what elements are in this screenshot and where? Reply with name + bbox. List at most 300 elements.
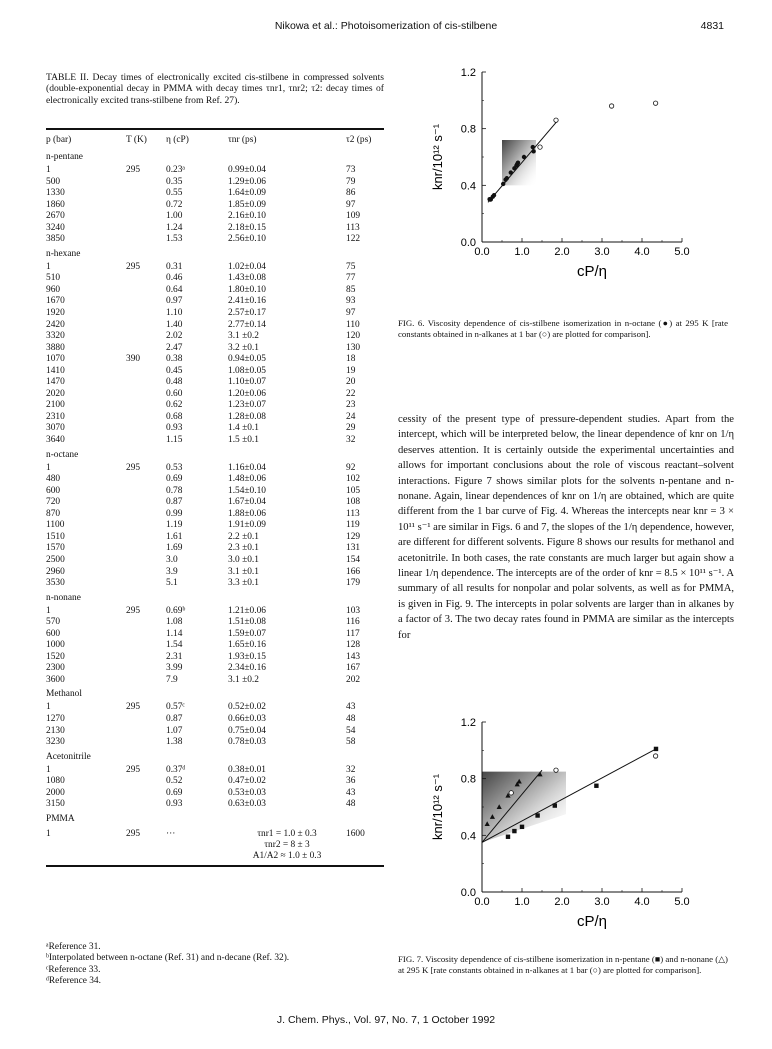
table-cell: 2420 xyxy=(46,319,65,330)
table-cell: 1860 xyxy=(46,199,65,210)
data-point xyxy=(554,768,558,772)
table-cell: 24 xyxy=(346,411,356,422)
data-point xyxy=(509,170,513,174)
table-cell: 295 xyxy=(126,165,141,175)
table-row xyxy=(46,343,384,355)
table-cell: 119 xyxy=(346,520,360,531)
table-cell: 3.1 ±0.2 xyxy=(228,674,259,685)
table-cell: 0.66±0.03 xyxy=(228,713,266,724)
table-cell: 18 xyxy=(346,354,356,365)
table-cell: 1.00 xyxy=(166,211,183,222)
x-tick-label: 4.0 xyxy=(634,896,650,908)
table-cell xyxy=(126,308,166,320)
data-point xyxy=(501,182,505,186)
table-cell: 120 xyxy=(346,331,361,342)
table-row xyxy=(46,474,384,486)
data-point xyxy=(509,791,513,795)
table-cell xyxy=(126,211,166,223)
table-cell: 2.02 xyxy=(166,331,183,342)
table-cell: 3.1 ±0.2 xyxy=(228,331,259,342)
table-cell: 1.16±0.04 xyxy=(228,462,266,473)
table-cell: 2.47 xyxy=(166,342,183,353)
table-cell xyxy=(126,532,166,544)
table-cell: 3.99 xyxy=(166,663,183,674)
table-cell: 600 xyxy=(46,485,61,496)
solvent-group-row xyxy=(46,149,384,165)
table-row xyxy=(46,273,384,285)
table-cell: 295 xyxy=(126,828,141,839)
table-cell: 131 xyxy=(346,543,361,554)
table-cell: 0.47±0.02 xyxy=(228,776,266,787)
table-header-row xyxy=(46,132,384,149)
table-cell: 3.0 ±0.1 xyxy=(228,554,259,565)
table-row xyxy=(46,400,384,412)
table-cell: 0.60 xyxy=(166,388,183,399)
table-cell xyxy=(126,675,166,687)
table-cell: 128 xyxy=(346,640,361,651)
table-row xyxy=(46,617,384,629)
table-cell: 2300 xyxy=(46,663,65,674)
table-cell xyxy=(126,188,166,200)
table-cell: 2100 xyxy=(46,400,65,411)
table-row xyxy=(46,663,384,675)
table-cell: 2130 xyxy=(46,725,65,736)
table-cell: 0.93 xyxy=(166,799,183,810)
table-row xyxy=(46,296,384,308)
table-cell: 54 xyxy=(346,725,356,736)
table-cell: 0.68 xyxy=(166,411,183,422)
table-cell: 3240 xyxy=(46,222,65,233)
table-row xyxy=(46,555,384,567)
table-cell: 2.16±0.10 xyxy=(228,211,266,222)
y-tick-label: 0.4 xyxy=(460,830,476,843)
table-cell xyxy=(126,320,166,332)
table-cell: 3320 xyxy=(46,331,65,342)
table-cell: 29 xyxy=(346,423,356,434)
table-cell: 36 xyxy=(346,776,356,787)
x-tick-label: 0.0 xyxy=(474,896,490,908)
table-cell: 295 xyxy=(126,764,141,775)
table-cell xyxy=(126,555,166,567)
solvent-group-row xyxy=(46,447,384,463)
table-cell: 1.10±0.07 xyxy=(228,377,266,388)
table-cell: 0.87 xyxy=(166,713,183,724)
table-cell: 1 xyxy=(46,764,51,775)
table-cell: 23 xyxy=(346,400,356,411)
table-cell: 32 xyxy=(346,435,356,446)
x-tick-label: 2.0 xyxy=(554,896,570,908)
table-cell: 1.21±0.06 xyxy=(228,605,266,616)
data-point xyxy=(653,754,657,758)
table-cell: 1.08±0.05 xyxy=(228,365,266,376)
solvent-group-row xyxy=(46,811,384,827)
table-cell: 1570 xyxy=(46,543,65,554)
table-cell: 2.41±0.16 xyxy=(228,296,266,307)
table-cell: 1.93±0.15 xyxy=(228,651,266,662)
col-header: τ2 (ps) xyxy=(346,135,372,145)
table-row xyxy=(46,262,384,274)
table-cell: 154 xyxy=(346,554,361,565)
table-cell: 113 xyxy=(346,508,360,519)
table-cell: 1.80±0.10 xyxy=(228,284,266,295)
table-cell xyxy=(126,331,166,343)
data-point xyxy=(654,747,658,751)
solvent-name: n-pentane xyxy=(46,152,83,162)
table-cell: 43 xyxy=(346,702,356,713)
table-row xyxy=(46,675,384,687)
y-tick-label: 0.8 xyxy=(460,123,476,136)
table-cell xyxy=(126,486,166,498)
table-cell: 105 xyxy=(346,485,361,496)
table-cell xyxy=(126,520,166,532)
table-row xyxy=(46,652,384,664)
table-cell: 2000 xyxy=(46,787,65,798)
table-row xyxy=(46,165,384,177)
col-header: T (K) xyxy=(126,135,147,145)
table-cell: 0.57ᶜ xyxy=(166,702,185,713)
table-row xyxy=(46,200,384,212)
table-cell: 295 xyxy=(126,261,141,272)
table-row xyxy=(46,354,384,366)
table-cell: 1.14 xyxy=(166,628,183,639)
table-cell: 1600 xyxy=(346,828,365,839)
table-cell: 110 xyxy=(346,319,360,330)
table-cell: 0.48 xyxy=(166,377,183,388)
table-cell: 3.2 ±0.1 xyxy=(228,342,259,353)
fit-line xyxy=(488,120,558,202)
table-cell: 75 xyxy=(346,261,356,272)
table-cell: 1.02±0.04 xyxy=(228,261,266,272)
table-row xyxy=(46,412,384,424)
table-row xyxy=(46,497,384,509)
table-cell: 1270 xyxy=(46,713,65,724)
pmma-tau-line: τnr2 = 8 ± 3 xyxy=(264,839,310,850)
table-cell: 1.28±0.08 xyxy=(228,411,266,422)
table-row xyxy=(46,285,384,297)
table-cell: 960 xyxy=(46,284,61,295)
table-cell: 3.1 ±0.1 xyxy=(228,566,259,577)
table-cell: 1.29±0.06 xyxy=(228,176,266,187)
table-cell: 1.64±0.09 xyxy=(228,188,266,199)
table-cell: 1.91±0.09 xyxy=(228,520,266,531)
table-cell: 1.59±0.07 xyxy=(228,628,266,639)
table-cell: 1.23±0.07 xyxy=(228,400,266,411)
table-cell: 1.15 xyxy=(166,435,183,446)
table-cell: 0.35 xyxy=(166,176,183,187)
table-cell: 2.77±0.14 xyxy=(228,319,266,330)
table-row xyxy=(46,308,384,320)
table-cell: 0.45 xyxy=(166,365,183,376)
table-row xyxy=(46,765,384,777)
table-cell: 3150 xyxy=(46,799,65,810)
table-cell: 1.48±0.06 xyxy=(228,474,266,485)
table-row xyxy=(46,423,384,435)
table-cell: 2.34±0.16 xyxy=(228,663,266,674)
x-tick-label: 3.0 xyxy=(594,246,610,258)
table-cell: 97 xyxy=(346,199,356,210)
table-cell: 295 xyxy=(126,702,141,713)
table-cell xyxy=(126,200,166,212)
table-cell xyxy=(126,234,166,246)
solvent-name: Methanol xyxy=(46,689,82,700)
table-cell: 43 xyxy=(346,787,356,798)
table-cell: 58 xyxy=(346,737,356,748)
solvent-group-row xyxy=(46,246,384,262)
table-cell: 2020 xyxy=(46,388,65,399)
table-row xyxy=(46,435,384,447)
table-cell: 1.54±0.10 xyxy=(228,485,266,496)
data-point xyxy=(535,813,539,817)
table-cell: 1520 xyxy=(46,651,65,662)
table-row xyxy=(46,211,384,223)
table-cell: 1.24 xyxy=(166,222,183,233)
table-row xyxy=(46,486,384,498)
table-cell: 0.55 xyxy=(166,188,183,199)
table-cell: 500 xyxy=(46,176,61,187)
table-cell: 1.20±0.06 xyxy=(228,388,266,399)
table-footnotes xyxy=(46,942,376,987)
table-cell: 570 xyxy=(46,617,61,628)
data-point xyxy=(520,825,524,829)
table-cell xyxy=(126,543,166,555)
table-row xyxy=(46,366,384,378)
table-cell: 0.63±0.03 xyxy=(228,799,266,810)
table-cell: 117 xyxy=(346,628,360,639)
table-cell: 1000 xyxy=(46,640,65,651)
y-tick-label: 0.0 xyxy=(460,887,476,899)
table-row xyxy=(46,463,384,475)
table-cell: 32 xyxy=(346,764,356,775)
solvent-name: n-hexane xyxy=(46,248,81,259)
table-cell: 2.3 ±0.1 xyxy=(228,543,259,554)
table-cell: 1 xyxy=(46,828,51,839)
table-cell: 79 xyxy=(346,176,356,187)
table-cell: 1.08 xyxy=(166,617,183,628)
col-header: τnr (ps) xyxy=(228,135,257,145)
table-row xyxy=(46,520,384,532)
table-cell: 1330 xyxy=(46,188,65,199)
table-cell: 0.38±0.01 xyxy=(228,764,266,775)
table-cell xyxy=(126,412,166,424)
table-cell: 0.72 xyxy=(166,199,183,210)
table-cell: 0.23ᵃ xyxy=(166,165,185,175)
table-cell: 5.1 xyxy=(166,578,178,589)
y-tick-label: 0.8 xyxy=(460,773,476,786)
table-cell: 2310 xyxy=(46,411,65,422)
table-cell: 108 xyxy=(346,497,361,508)
table-cell: 86 xyxy=(346,188,356,199)
table-2 xyxy=(46,128,384,869)
table-cell: 1.65±0.16 xyxy=(228,640,266,651)
table-cell: 1.88±0.06 xyxy=(228,508,266,519)
table-cell: 2.57±0.17 xyxy=(228,308,266,319)
table-cell: 2500 xyxy=(46,554,65,565)
table-cell: 0.31 xyxy=(166,261,183,272)
data-point xyxy=(554,118,558,122)
data-point xyxy=(594,784,598,788)
table-cell: 0.38 xyxy=(166,354,183,365)
solvent-name: n-nonane xyxy=(46,592,81,603)
table-cell xyxy=(126,737,166,749)
x-tick-label: 1.0 xyxy=(514,246,530,258)
footnote: ᵈReference 34. xyxy=(46,975,101,986)
table-cell xyxy=(126,177,166,189)
table-cell: 1 xyxy=(46,702,51,713)
y-axis-label: knr/10¹² s⁻¹ xyxy=(430,773,445,841)
table-cell: 1.07 xyxy=(166,725,183,736)
table-cell: 3.3 ±0.1 xyxy=(228,578,259,589)
table-cell: 0.97 xyxy=(166,296,183,307)
data-point xyxy=(505,176,509,180)
table-cell xyxy=(126,273,166,285)
table-cell: 143 xyxy=(346,651,361,662)
figure-6-plot xyxy=(410,62,710,292)
table-cell xyxy=(126,343,166,355)
data-point xyxy=(531,145,535,149)
table-cell: 3600 xyxy=(46,674,65,685)
table-cell: 0.64 xyxy=(166,284,183,295)
solvent-group-row xyxy=(46,590,384,606)
col-header: p (bar) xyxy=(46,135,72,145)
table-cell: 295 xyxy=(126,462,141,473)
table-cell: 2.18±0.15 xyxy=(228,222,266,233)
table-cell: 3530 xyxy=(46,578,65,589)
table-cell: 85 xyxy=(346,284,356,295)
table-cell xyxy=(126,285,166,297)
table-cell: 1.43±0.08 xyxy=(228,273,266,284)
table-cell: 720 xyxy=(46,497,61,508)
table-cell: 3880 xyxy=(46,342,65,353)
table-cell: 870 xyxy=(46,508,61,519)
table-cell xyxy=(126,617,166,629)
table-cell: 0.69 xyxy=(166,474,183,485)
page-footer: J. Chem. Phys., Vol. 97, No. 7, 1 October 1992 xyxy=(276,1014,496,1026)
table-cell: 97 xyxy=(346,308,356,319)
table-row xyxy=(46,799,384,811)
table-cell: 2.31 xyxy=(166,651,183,662)
data-point xyxy=(531,149,535,153)
table-row xyxy=(46,776,384,788)
table-row xyxy=(46,726,384,738)
table-row xyxy=(46,389,384,401)
table-cell: ··· xyxy=(166,828,176,839)
table-row xyxy=(46,331,384,343)
table-cell xyxy=(126,567,166,579)
table-cell: 0.69ᵇ xyxy=(166,605,186,616)
data-point xyxy=(516,160,520,164)
table-cell xyxy=(126,400,166,412)
table-cell: 480 xyxy=(46,474,61,485)
table-row xyxy=(46,234,384,246)
table-cell xyxy=(126,366,166,378)
table-cell: 0.37ᵈ xyxy=(166,764,186,775)
table-cell xyxy=(126,296,166,308)
table-cell xyxy=(126,663,166,675)
table-cell: 0.53 xyxy=(166,462,183,473)
data-point xyxy=(609,104,613,108)
table-cell: 1 xyxy=(46,605,51,616)
table-cell: 1.69 xyxy=(166,543,183,554)
table-cell: 77 xyxy=(346,273,356,284)
table-row xyxy=(46,737,384,749)
table-row xyxy=(46,640,384,652)
table-cell xyxy=(126,435,166,447)
table-cell: 1 xyxy=(46,462,51,473)
table-cell: 0.52±0.02 xyxy=(228,702,266,713)
table-cell: 510 xyxy=(46,273,61,284)
table-cell xyxy=(126,509,166,521)
pmma-tau-line: A1/A2 ≈ 1.0 ± 0.3 xyxy=(252,850,322,861)
footnote: ᵃReference 31. xyxy=(46,942,101,952)
y-tick-label: 0.0 xyxy=(460,237,476,249)
table-cell: 390 xyxy=(126,354,141,365)
table-cell xyxy=(126,423,166,435)
x-axis-label: cP/η xyxy=(576,263,608,280)
figure-6-caption: FIG. 6. Viscosity dependence of cis-stilbene isomerization in n-octane (●) at 295 K [rate constants obtained in n-alkanes at 1 bar (○) are plotted for comparison]. xyxy=(398,318,728,339)
table-row xyxy=(46,377,384,389)
table-cell xyxy=(126,726,166,738)
table-cell: 167 xyxy=(346,663,361,674)
table-cell: 0.46 xyxy=(166,273,183,284)
table-cell xyxy=(126,578,166,590)
table-cell: 0.62 xyxy=(166,400,183,411)
table-cell: 1.4 ±0.1 xyxy=(228,423,259,434)
table-cell xyxy=(126,497,166,509)
table-cell: 3230 xyxy=(46,737,65,748)
table-cell: 1.53 xyxy=(166,234,183,245)
x-tick-label: 1.0 xyxy=(514,896,530,908)
table-cell xyxy=(126,799,166,811)
data-point xyxy=(522,155,526,159)
table-cell: 0.69 xyxy=(166,787,183,798)
data-point xyxy=(553,803,557,807)
data-point xyxy=(538,145,542,149)
pmma-tau-line: τnr1 = 1.0 ± 0.3 xyxy=(257,828,317,839)
table-cell: 179 xyxy=(346,578,361,589)
table-cell: 1.5 ±0.1 xyxy=(228,435,259,446)
table-cell: 0.52 xyxy=(166,776,183,787)
table-row xyxy=(46,629,384,641)
table-cell: 1.10 xyxy=(166,308,183,319)
data-point xyxy=(512,829,516,833)
x-axis-label: cP/η xyxy=(576,913,608,930)
table-cell: 1.38 xyxy=(166,737,183,748)
table-cell: 2.2 ±0.1 xyxy=(228,531,259,542)
x-tick-label: 5.0 xyxy=(674,246,690,258)
table-cell: 22 xyxy=(346,388,356,399)
table-cell: 73 xyxy=(346,165,356,175)
table-cell: 166 xyxy=(346,566,361,577)
table-cell xyxy=(126,223,166,235)
table-cell xyxy=(126,776,166,788)
table-body xyxy=(46,149,384,862)
table-cell: 20 xyxy=(346,377,356,388)
table-cell: 1.19 xyxy=(166,520,183,531)
table-cell: 3070 xyxy=(46,423,65,434)
table-cell xyxy=(126,788,166,800)
data-point xyxy=(492,193,496,197)
table-cell xyxy=(126,377,166,389)
table-row xyxy=(46,320,384,332)
table-row xyxy=(46,188,384,200)
table-cell: 2670 xyxy=(46,211,65,222)
page-number: 4831 xyxy=(700,20,724,32)
x-tick-label: 4.0 xyxy=(634,246,650,258)
x-tick-label: 2.0 xyxy=(554,246,570,258)
table-cell: 202 xyxy=(346,674,361,685)
figure-7-caption: FIG. 7. Viscosity dependence of cis-stilbene isomerization in n-pentane (■) and n-nonane (△) at 295 K [rate constants obtained in n-alkanes at 1 bar (○) are plotted for comparison]. xyxy=(398,954,728,975)
table-cell: 130 xyxy=(346,342,361,353)
